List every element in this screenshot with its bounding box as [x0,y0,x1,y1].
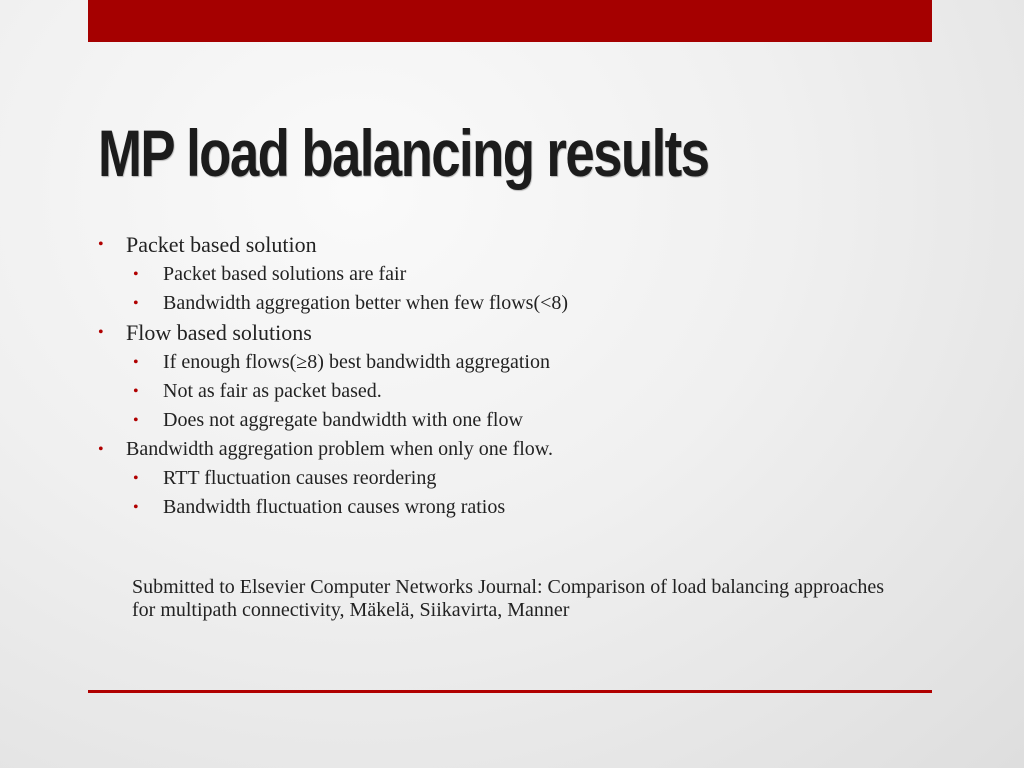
sub-bullet-text: Bandwidth aggregation better when few flows(<8) [163,292,569,314]
bullet-text: Packet based solution [126,232,317,257]
bullet-icon: • [133,412,139,429]
bullet-text: Bandwidth aggregation problem when only one flow. [126,438,553,460]
bullet-flow-based [96,318,916,348]
slide-title: MP load balancing results [98,116,709,190]
sub-bullet-text: RTT fluctuation causes reordering [163,467,437,489]
citation-text: Submitted to Elsevier Computer Networks Journal: Comparison of load balancing approaches for multipath connectivity, Mäkelä, Siikavirta, Manner [132,576,885,621]
sub-bullet [96,493,916,522]
top-accent-bar [88,0,932,42]
sub-bullet-text: If enough flows(≥8) best bandwidth aggregation [163,351,550,373]
sub-bullet [96,348,916,377]
bullet-list [96,230,916,522]
bullet-icon: • [133,499,139,516]
bullet-aggregation-problem [96,435,916,464]
sub-bullet-text: Packet based solutions are fair [163,263,407,285]
sub-bullet-text: Bandwidth fluctuation causes wrong ratios [163,496,506,518]
bullet-icon: • [133,295,139,312]
sub-bullet-text: Does not aggregate bandwidth with one flow [163,409,523,431]
sub-bullet [96,406,916,435]
sub-bullet [96,377,916,406]
sub-bullet [96,464,916,493]
bullet-icon: • [133,383,139,400]
bottom-accent-rule [88,690,932,693]
bullet-text: Flow based solutions [126,320,312,345]
bullet-icon: • [98,441,104,458]
bullet-icon: • [133,470,139,487]
sub-bullet [96,260,916,289]
sub-bullet [96,289,916,318]
bullet-packet-based [96,230,916,260]
slide-body [96,230,916,522]
bullet-icon: • [98,324,104,341]
bullet-icon: • [133,266,139,283]
bullet-icon: • [98,236,104,253]
sub-bullet-text: Not as fair as packet based. [163,380,382,402]
bullet-icon: • [133,354,139,371]
